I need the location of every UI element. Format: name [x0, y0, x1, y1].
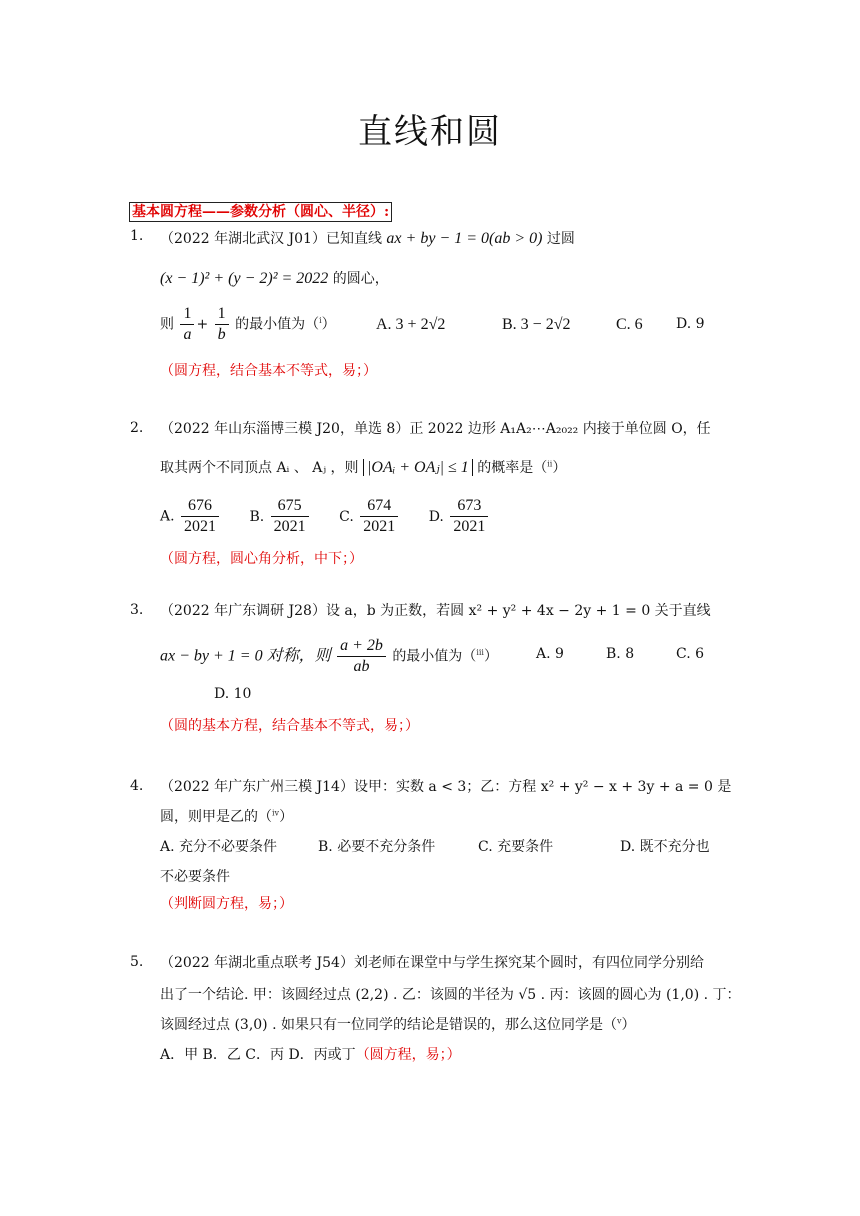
option-a: A. 9: [536, 646, 564, 662]
question-number: 1.: [130, 228, 144, 244]
text: ）: [321, 316, 336, 333]
question-text: [160, 268, 389, 288]
option-a-label: A.: [160, 508, 175, 525]
option-d: D. 10: [214, 686, 252, 702]
option-a: A. 3 + 2√2: [376, 316, 446, 333]
question-text: （2022 年湖北重点联考 J54）刘老师在课堂中与学生探究某个圆时，有四位同学分别给: [160, 955, 704, 971]
answer-mark: i: [319, 315, 322, 325]
equation: ax + by − 1 = 0(ab > 0): [386, 230, 543, 247]
question-text: ax − by + 1 = 0 对称，则 $\frac{a + 2b}{ab}$ 的最小值为（$^{iii}$）: [160, 637, 498, 675]
text: 则: [160, 316, 174, 333]
option-a-fraction: $\frac{676}{2021}$: [181, 496, 219, 537]
option-c: C. 6: [676, 646, 705, 662]
question-text: 该圆经过点 (3,0) . 如果只有一位同学的结论是错误的，那么这位同学是（$^v$）: [160, 1016, 636, 1033]
question-text: 取其两个不同顶点 Aᵢ 、 Aⱼ ，则 |OAᵢ + OAⱼ| ≤ 1 的概率是（$^{ii}$）: [160, 459, 567, 476]
option-a: A. 充分不必要条件: [160, 839, 278, 855]
options: A．甲 B．乙 C．丙 D．丙或丁（圆方程，易；）: [160, 1047, 461, 1063]
option-b-label: B.: [249, 508, 265, 525]
text: 过圆: [546, 231, 575, 247]
option-d-continued: 不必要条件: [160, 869, 230, 885]
answer-mark: v: [617, 1016, 622, 1026]
section-heading: 基本圆方程——参数分析（圆心、半径）:: [129, 202, 392, 222]
option-b: B. 3 − 2√2: [502, 316, 571, 333]
text: 的圆心，: [332, 271, 389, 287]
question-text: （2022 年广东调研 J28）设 a，b 为正数，若圆 x² + y² + 4x − 2y + 1 = 0 关于直线: [160, 603, 711, 619]
answer-mark: iv: [272, 808, 280, 818]
question-text: （2022 年山东淄博三模 J20，单选 8）正 2022 边形 A₁A₂⋯A₂₀₂₂ 内接于单位圆 O，任: [160, 421, 711, 437]
option-c-fraction: $\frac{674}{2021}$: [360, 496, 398, 537]
difficulty-note: （圆方程，圆心角分析，中下；）: [160, 551, 363, 567]
page-title: 直线和圆: [358, 112, 502, 152]
question-source: （2022 年湖北武汉 J01）已知直线: [160, 231, 382, 247]
answer-mark: iii: [476, 647, 484, 657]
question-number: 5.: [130, 954, 144, 970]
question-number: 2.: [130, 420, 144, 436]
question-text: （2022 年广东广州三模 J14）设甲：实数 a < 3；乙：方程 x² + y² − x + 3y + a = 0 是: [160, 779, 732, 795]
question-text: 则 $\frac{1}{a}$ + $\frac{1}{b}$ 的最小值为（$^i$）: [160, 305, 336, 343]
option-d: D. 9: [676, 316, 705, 332]
option-b: B. 必要不充分条件: [318, 839, 436, 855]
option-c-label: C.: [339, 508, 354, 525]
question-text: 圆，则甲是乙的（$^{iv}$）: [160, 808, 294, 825]
option-b-fraction: $\frac{675}{2021}$: [271, 496, 309, 537]
answer-mark: ii: [547, 459, 553, 469]
fraction: $\frac{1}{a}$: [180, 304, 194, 345]
option-b: B. 8: [606, 646, 635, 662]
option-c: C. 6: [616, 316, 643, 333]
difficulty-note: （判断圆方程，易；）: [160, 896, 293, 912]
option-d: D. 既不充分也: [620, 839, 710, 855]
difficulty-note: （圆的基本方程，结合基本不等式，易；）: [160, 718, 419, 734]
option-d-label: D.: [428, 508, 444, 525]
question-number: 4.: [130, 778, 144, 794]
vector-expression: |OAᵢ + OAⱼ| ≤ 1: [363, 459, 473, 476]
equation: (x − 1)² + (y − 2)² = 2022: [160, 270, 329, 287]
fraction: $\frac{1}{b}$: [215, 304, 229, 345]
question-number: 3.: [130, 602, 144, 618]
question-text: [160, 228, 575, 248]
option-c: C. 充要条件: [478, 839, 554, 855]
options: [160, 496, 490, 537]
text: 的最小值为（: [235, 316, 320, 333]
difficulty-note: （圆方程，易；）: [355, 1047, 461, 1063]
question-text: 出了一个结论. 甲：该圆经过点 (2,2) . 乙：该圆的半径为 √5 . 丙：该圆的圆心为 (1,0) . 丁：: [160, 987, 741, 1003]
fraction: $\frac{a + 2b}{ab}$: [337, 636, 386, 677]
option-d-fraction: $\frac{673}{2021}$: [450, 496, 488, 537]
difficulty-note: （圆方程，结合基本不等式，易；）: [160, 363, 377, 379]
